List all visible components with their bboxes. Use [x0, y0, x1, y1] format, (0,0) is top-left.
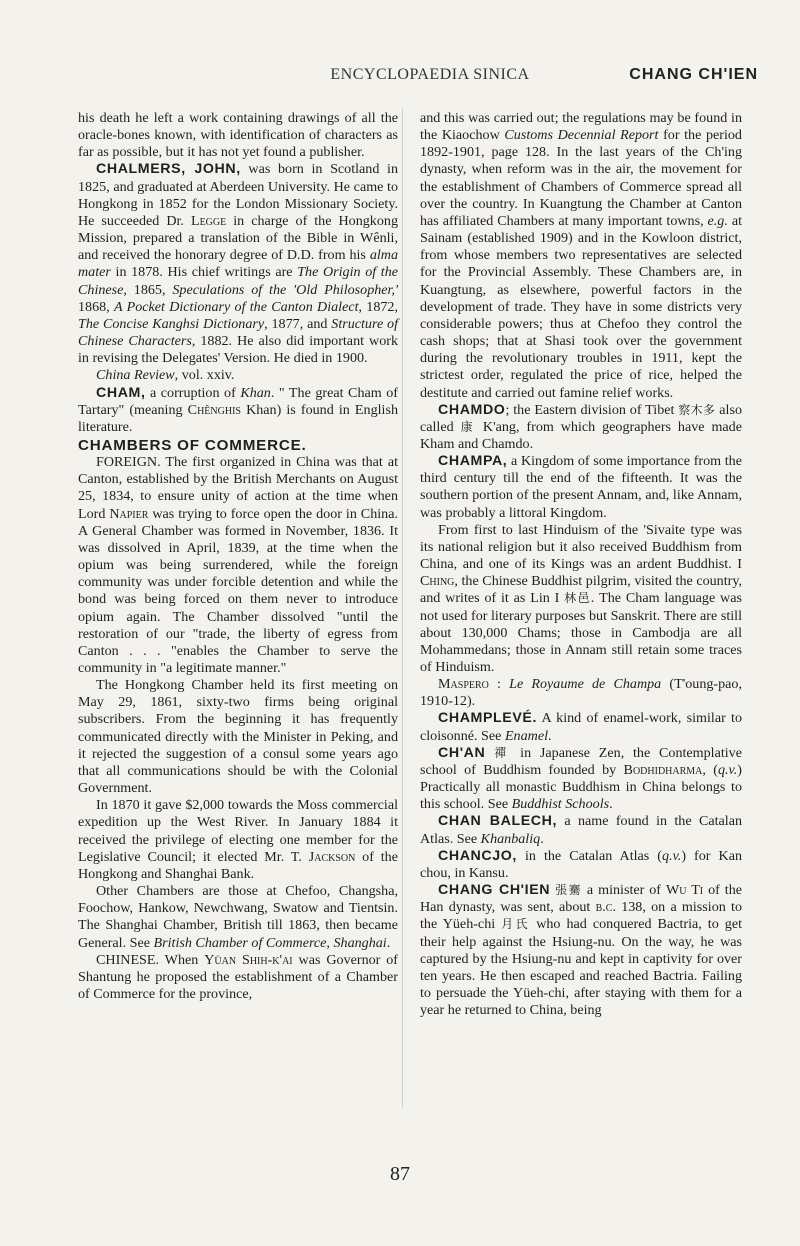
left-column: [78, 110, 398, 1003]
entry-chan: CH'AN 禪 in Japanese Zen, the Contemplative school of Buddhism founded by Bodhidharma, (q.v.) Practically all monastic Buddhism in China belongs to this school. See Buddhist Schools.: [420, 744, 742, 813]
commerce-other: Other Chambers are those at Chefoo, Changsha, Foochow, Hankow, Newchwang, Swatow and Tientsin. The Shanghai Chamber, British till 1863, then became General. See British Chamber of Commerce, Shanghai.: [78, 883, 398, 951]
entry-heading: CHAMDO: [438, 401, 506, 418]
entry-heading: CHANG CH'IEN: [438, 882, 551, 899]
right-column: [420, 110, 742, 1019]
page-number: 87: [390, 1163, 410, 1185]
entry-heading: CHAN BALECH,: [438, 813, 558, 830]
champa-religion: From first to last Hinduism of the 'Sivaite type was its national religion but it also received Buddhism from China, and one of its Kings was an ardent Buddhist. I Ching, the Chinese Buddhist pilgrim, visited the country, and writes of it as Lin I 林邑. The Cham language was not used for literary purposes but Sanskrit. There are still about 130,000 Chams; those in Cambodja are all Mohammedans; those in Annam still retain some traces of Hinduism.: [420, 521, 742, 675]
entry-chalmers: CHALMERS, JOHN, was born in Scotland in 1825, and graduated at Aberdeen University. He came to Hongkong in 1852 for the London Missionary Society. He succeeded Dr. Legge in charge of the Hongkong Mission, prepared a translation of the Bible in Wênli, and received the honorary degree of D.D. from his alma mater in 1878. His chief writings are The Origin of the Chinese, 1865, Speculations of the 'Old Philosopher,' 1868, A Pocket Dictionary of the Canton Dialect, 1872, The Concise Kanghsi Dictionary, 1877, and Structure of Chinese Characters, 1882. He also did important work in revising the Delegates' Version. He died in 1900.: [78, 161, 399, 367]
entry-heading-commerce: CHAMBERS OF COMMERCE.: [78, 436, 307, 454]
chalmers-reference: China Review, vol. xxiv.: [96, 367, 235, 384]
entry-heading: CHALMERS, JOHN,: [96, 161, 241, 178]
commerce-continued: and this was carried out; the regulations may be found in the Kiaochow Customs Decennial Report for the period 1892-1901, page 128. In the last years of the Ch'ing dynasty, when reform was in the air, the movement for the establishment of Chambers of Commerce spread all over the country. In Kuangtung the Chamber at Canton has affiliated Chambers at many important towns, e.g. at Sainam (established 1909) and in the Kowloon district, from whose members two representatives are selected for the Provincial Assembly. These Chambers are, in Kuangtung, as elsewhere, powerful factors in the development of trade. They have in some districts very considerable powers; thus at Chefoo they control the cash shops; that at Shasi took over the government during the revolutionary troubles in 1911, kept the strictest order, regulated the price of rice, helped the destitute and carried out famine relief works.: [420, 110, 742, 401]
entry-chancjo: CHANCJO, in the Catalan Atlas (q.v.) for Kan chou, in Kansu.: [420, 847, 742, 881]
commerce-foreign: FOREIGN. The first organized in China was that at Canton, established by the British Merchants on August 25, 1834, to ensure unity of action at the time when Lord Napier was trying to force open the door in China. A General Chamber was formed in November, 1836. It was dissolved in April, 1839, at the time when the opium was being surrendered, while the foreign community was under forcible detention and while the bond was being forced on them never to introduce opium again. The Chamber dissolved "until the restoration of our "trade, the liberty of egress from Canton . . . "enables the Chamber to serve the community in "a legitimate manner.": [78, 454, 398, 676]
entry-chang-chien: CHANG CH'IEN 張騫 a minister of Wu Ti of the Han dynasty, was sent, about b.c. 138, on a mission to the Yüeh-chi 月氏 who had conquered Bactria, to get their help against the Hsiung-nu. On the way, he was captured by the Hsiung-nu and kept in captivity for over ten years. He then escaped and reached Bactria. Failing to persuade the Yüeh-chi, after staying with them for a year he returned to China, being: [420, 882, 743, 1019]
entry-heading: CHAMPA,: [438, 453, 508, 470]
entry-heading: CHAM,: [96, 384, 146, 401]
commerce-chinese: CHINESE. When Yüan Shih-k'ai was Governor of Shantung he proposed the establishment of a Chamber of Commerce for the province,: [78, 951, 399, 1002]
entry-chan-balech: CHAN BALECH, a name found in the Catalan Atlas. See Khanbaliq.: [420, 813, 742, 847]
entry-champleve: CHAMPLEVÉ. A kind of enamel-work, similar to cloisonné. See Enamel.: [420, 710, 742, 744]
continued-paragraph: his death he left a work containing drawings of all the oracle-bones known, with identification of characters as far as possible, but it has not yet found a publisher.: [78, 110, 398, 161]
entry-heading: CHAMPLEVÉ.: [438, 710, 538, 727]
section-heading: CHANG CH'IEN: [629, 66, 758, 83]
running-title: ENCYCLOPAEDIA SINICA: [330, 66, 530, 83]
column-divider: [402, 108, 403, 1108]
entry-cham: CHAM, a corruption of Khan. " The great Cham of Tartary" (meaning Chênghis Khan) is found in English literature.: [78, 384, 398, 435]
commerce-hongkong-1870: In 1870 it gave $2,000 towards the Moss commercial expedition up the West River. In January 1884 it received the privilege of electing one member for the Legislative Council; it elected Mr. T. Jackson of the Hongkong and Shanghai Bank.: [78, 797, 398, 882]
entry-champa: CHAMPA, a Kingdom of some importance from the third century till the end of the fifteenth. It was the southern portion of the present Annam, and, like Annam, was probably a littoral Kingdom.: [420, 453, 742, 521]
commerce-hongkong: The Hongkong Chamber held its first meeting on May 29, 1861, sixty-two firms being original subscribers. From the beginning it has frequently communicated directly with the Minister in Peking, and it rejected the suggestion of a consul some years ago that all communications should be with the Colonial Government.: [78, 677, 398, 797]
entry-chamdo: CHAMDO; the Eastern division of Tibet 察木多 also called 康 K'ang, from which geographers have made Kham and Chamdo.: [420, 401, 742, 452]
champa-reference: Maspero : Le Royaume de Champa (T'oung-pao, 1910-12).: [420, 676, 742, 710]
entry-heading: CH'AN: [438, 744, 486, 761]
entry-heading: CHANCJO,: [438, 847, 517, 864]
